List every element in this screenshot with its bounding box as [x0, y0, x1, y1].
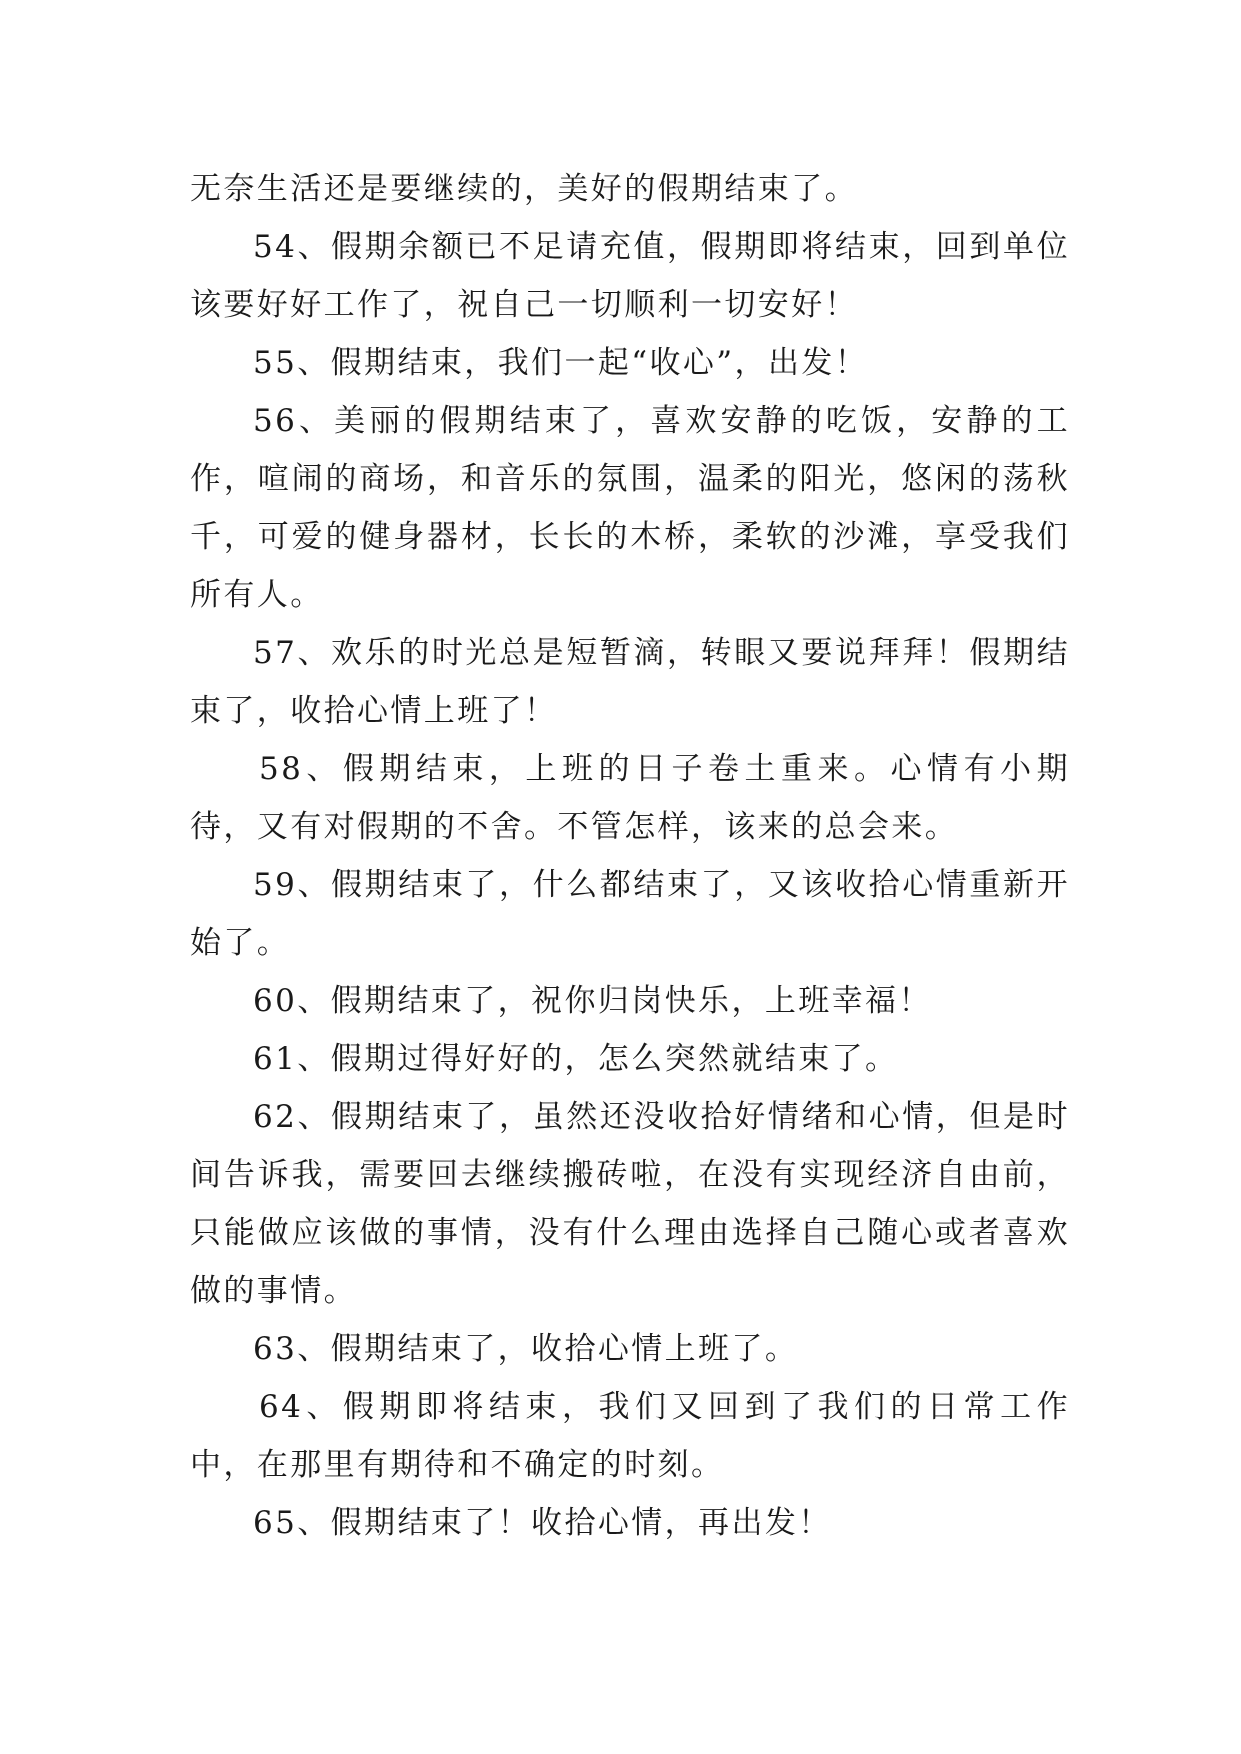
paragraph-55: 55、假期结束，我们一起“收心”，出发！	[253, 345, 869, 381]
paragraph-58: 58、假期结束，上班的日子卷土重来。心情有小期待，又有对假期的不舍。不管怎样，该来的总会来。	[190, 751, 1070, 845]
paragraph-continuation: 无奈生活还是要继续的，美好的假期结束了。	[190, 171, 858, 207]
paragraph-65: 65、假期结束了！收拾心情，再出发！	[253, 1505, 832, 1541]
paragraph-54: 54、假期余额已不足请充值，假期即将结束，回到单位该要好好工作了，祝自己一切顺利一切安好！	[190, 229, 1070, 323]
paragraph-63: 63、假期结束了，收拾心情上班了。	[253, 1331, 799, 1367]
paragraph-60: 60、假期结束了，祝你归岗快乐，上班幸福！	[253, 983, 932, 1019]
paragraph-62: 62、假期结束了，虽然还没收拾好情绪和心情，但是时间告诉我，需要回去继续搬砖啦，在没有实现经济自由前，只能做应该做的事情，没有什么理由选择自己随心或者喜欢做的事情。	[190, 1099, 1070, 1309]
paragraph-59: 59、假期结束了，什么都结束了，又该收拾心情重新开始了。	[190, 867, 1070, 961]
paragraph-61: 61、假期过得好好的，怎么突然就结束了。	[253, 1041, 899, 1077]
paragraph-57: 57、欢乐的时光总是短暂滴，转眼又要说拜拜！假期结束了，收拾心情上班了！	[190, 635, 1070, 729]
document-body	[190, 160, 1070, 1552]
paragraph-64: 64、假期即将结束，我们又回到了我们的日常工作中，在那里有期待和不确定的时刻。	[190, 1389, 1070, 1483]
paragraph-56: 56、美丽的假期结束了，喜欢安静的吃饭，安静的工作，喧闹的商场，和音乐的氛围，温柔的阳光，悠闲的荡秋千，可爱的健身器材，长长的木桥，柔软的沙滩，享受我们所有人。	[190, 403, 1070, 613]
